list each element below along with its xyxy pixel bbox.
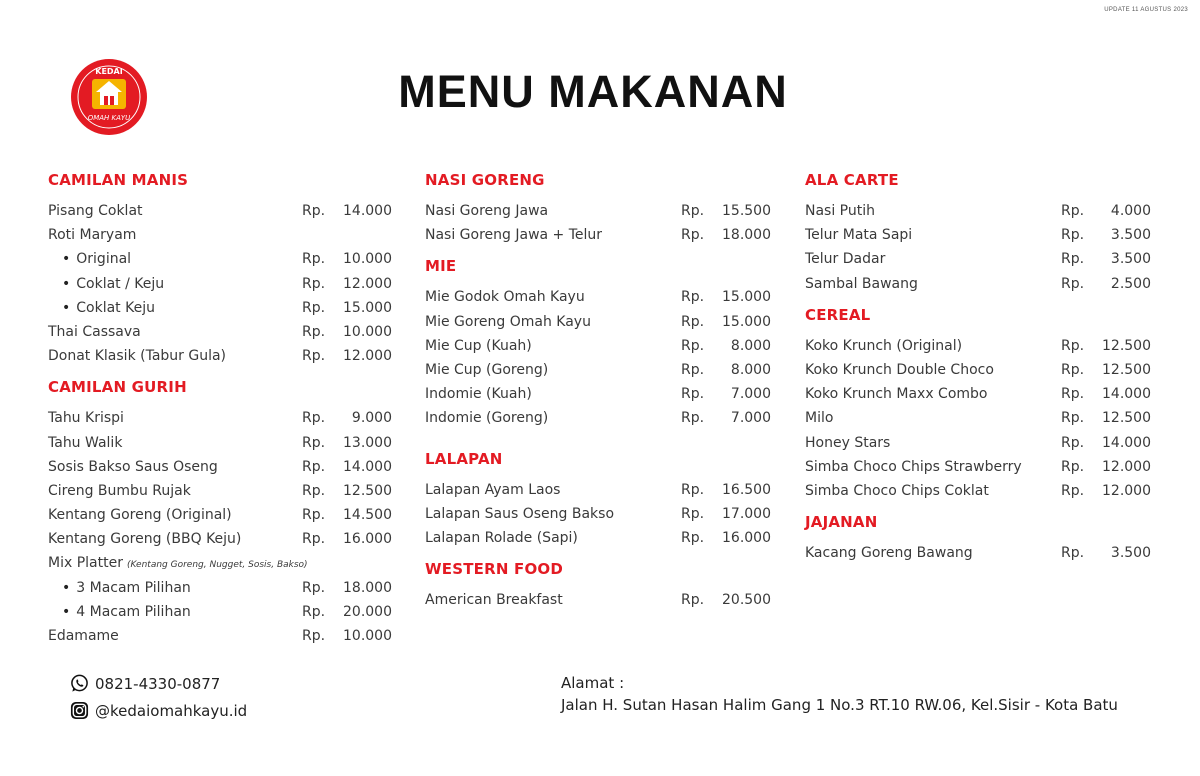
menu-item-note: (Kentang Goreng, Nugget, Sosis, Bakso) — [126, 560, 308, 571]
menu-item: Sosis Bakso Saus Oseng Rp. 14.000 — [48, 458, 392, 475]
menu-item: Telur Mata Sapi Rp. 3.500 — [805, 227, 1151, 244]
address-label: Alamat : — [561, 674, 625, 692]
whatsapp-icon — [70, 674, 89, 693]
phone-number: 0821-4330-0877 — [95, 674, 221, 693]
menu-item: Mie Cup (Kuah) Rp. 8.000 — [425, 337, 771, 354]
menu-item: Tahu Krispi Rp. 9.000 — [48, 410, 392, 427]
section-title: MIE — [425, 257, 457, 276]
menu-item: Roti Maryam — [48, 227, 137, 244]
menu-item: Kacang Goreng Bawang Rp. 3.500 — [805, 545, 1151, 562]
menu-item: Donat Klasik (Tabur Gula) Rp. 12.000 — [48, 348, 392, 365]
menu-item: Sambal Bawang Rp. 2.500 — [805, 275, 1151, 292]
section-title: CAMILAN MANIS — [48, 171, 189, 189]
menu-subitem: • Coklat / Keju Rp. 12.000 — [48, 272, 392, 296]
menu-column-3 — [805, 170, 1151, 565]
address-text: Jalan H. Sutan Hasan Halim Gang 1 No.3 RT.10 RW.06, Kel.Sisir - Kota Batu — [561, 696, 1118, 714]
section-title: NASI GORENG — [425, 171, 545, 189]
menu-item: Thai Cassava Rp. 10.000 — [48, 323, 392, 340]
menu-item: Lalapan Rolade (Sapi) Rp. 16.000 — [425, 529, 771, 546]
menu-item: Lalapan Saus Oseng Bakso Rp. 17.000 — [425, 505, 771, 522]
menu-item: Cireng Bumbu Rujak Rp. 12.500 — [48, 482, 392, 499]
section-mie — [425, 256, 771, 430]
menu-item: Pisang Coklat Rp. 14.000 — [48, 203, 392, 219]
page-title: MENU MAKANAN — [398, 66, 788, 117]
menu-subitem: • 3 Macam Pilihan Rp. 18.000 — [48, 576, 392, 600]
menu-item: Mie Goreng Omah Kayu Rp. 15.000 — [425, 313, 771, 330]
menu-subitem: • 4 Macam Pilihan Rp. 20.000 — [48, 600, 392, 624]
menu-item: Indomie (Goreng) Rp. 7.000 — [425, 410, 771, 427]
section-lalapan — [425, 449, 771, 551]
menu-item: Mie Godok Omah Kayu Rp. 15.000 — [425, 289, 771, 306]
menu-item: Kentang Goreng (BBQ Keju) Rp. 16.000 — [48, 531, 392, 548]
section-cereal — [805, 305, 1151, 503]
menu-item: Simba Choco Chips Coklat Rp. 12.000 — [805, 482, 1151, 499]
menu-item: Telur Dadar Rp. 3.500 — [805, 251, 1151, 268]
menu-item: Koko Krunch Maxx Combo Rp. 14.000 — [805, 386, 1151, 403]
section-camilan-gurih — [48, 377, 392, 648]
menu-item: American Breakfast Rp. 20.500 — [425, 592, 771, 609]
menu-item: Milo Rp. 12.500 — [805, 410, 1151, 427]
section-title: WESTERN FOOD — [425, 560, 564, 579]
menu-item: Mie Cup (Goreng) Rp. 8.000 — [425, 361, 771, 378]
instagram-handle: @kedaiomahkayu.id — [95, 701, 248, 720]
contact-phone — [70, 674, 220, 693]
menu-item: Koko Krunch (Original) Rp. 12.500 — [805, 337, 1151, 354]
menu-item: Nasi Putih Rp. 4.000 — [805, 203, 1151, 219]
section-ala-carte — [805, 170, 1151, 296]
section-camilan-manis — [48, 170, 392, 368]
menu-item: Edamame Rp. 10.000 — [48, 628, 392, 644]
svg-text:KEDAI: KEDAI — [95, 67, 123, 76]
update-note: UPDATE 11 AGUSTUS 2023 — [1104, 7, 1188, 13]
section-title: CEREAL — [805, 305, 871, 324]
menu-item: Lalapan Ayam Laos Rp. 16.500 — [425, 481, 771, 498]
menu-item: Simba Choco Chips Strawberry Rp. 12.000 — [805, 458, 1151, 475]
menu-subitem: • Original Rp. 10.000 — [48, 247, 392, 271]
section-title: CAMILAN GURIH — [48, 378, 187, 397]
section-title: LALAPAN — [425, 449, 503, 468]
menu-item: Kentang Goreng (Original) Rp. 14.500 — [48, 507, 392, 524]
section-title: ALA CARTE — [805, 171, 899, 189]
menu-item: Nasi Goreng Jawa Rp. 15.500 — [425, 203, 771, 219]
contact-instagram — [70, 701, 247, 720]
menu-item: Nasi Goreng Jawa + Telur Rp. 18.000 — [425, 227, 771, 244]
section-western-food — [425, 559, 771, 612]
menu-column-2 — [425, 170, 771, 612]
menu-item: Koko Krunch Double Choco Rp. 12.500 — [805, 361, 1151, 378]
section-title: JAJANAN — [805, 513, 878, 532]
menu-item: Tahu Walik Rp. 13.000 — [48, 434, 392, 451]
menu-item: Mix Platter (Kentang Goreng, Nugget, Sosis, Bakso) — [48, 555, 308, 572]
instagram-icon — [70, 701, 89, 720]
section-jajanan — [805, 512, 1151, 565]
menu-item: Indomie (Kuah) Rp. 7.000 — [425, 386, 771, 403]
menu-subitem: • Coklat Keju Rp. 15.000 — [48, 296, 392, 320]
svg-text:OMAH KAYU: OMAH KAYU — [87, 114, 131, 122]
section-nasi-goreng — [425, 170, 771, 247]
menu-column-1 — [48, 170, 392, 648]
menu-item: Honey Stars Rp. 14.000 — [805, 434, 1151, 451]
